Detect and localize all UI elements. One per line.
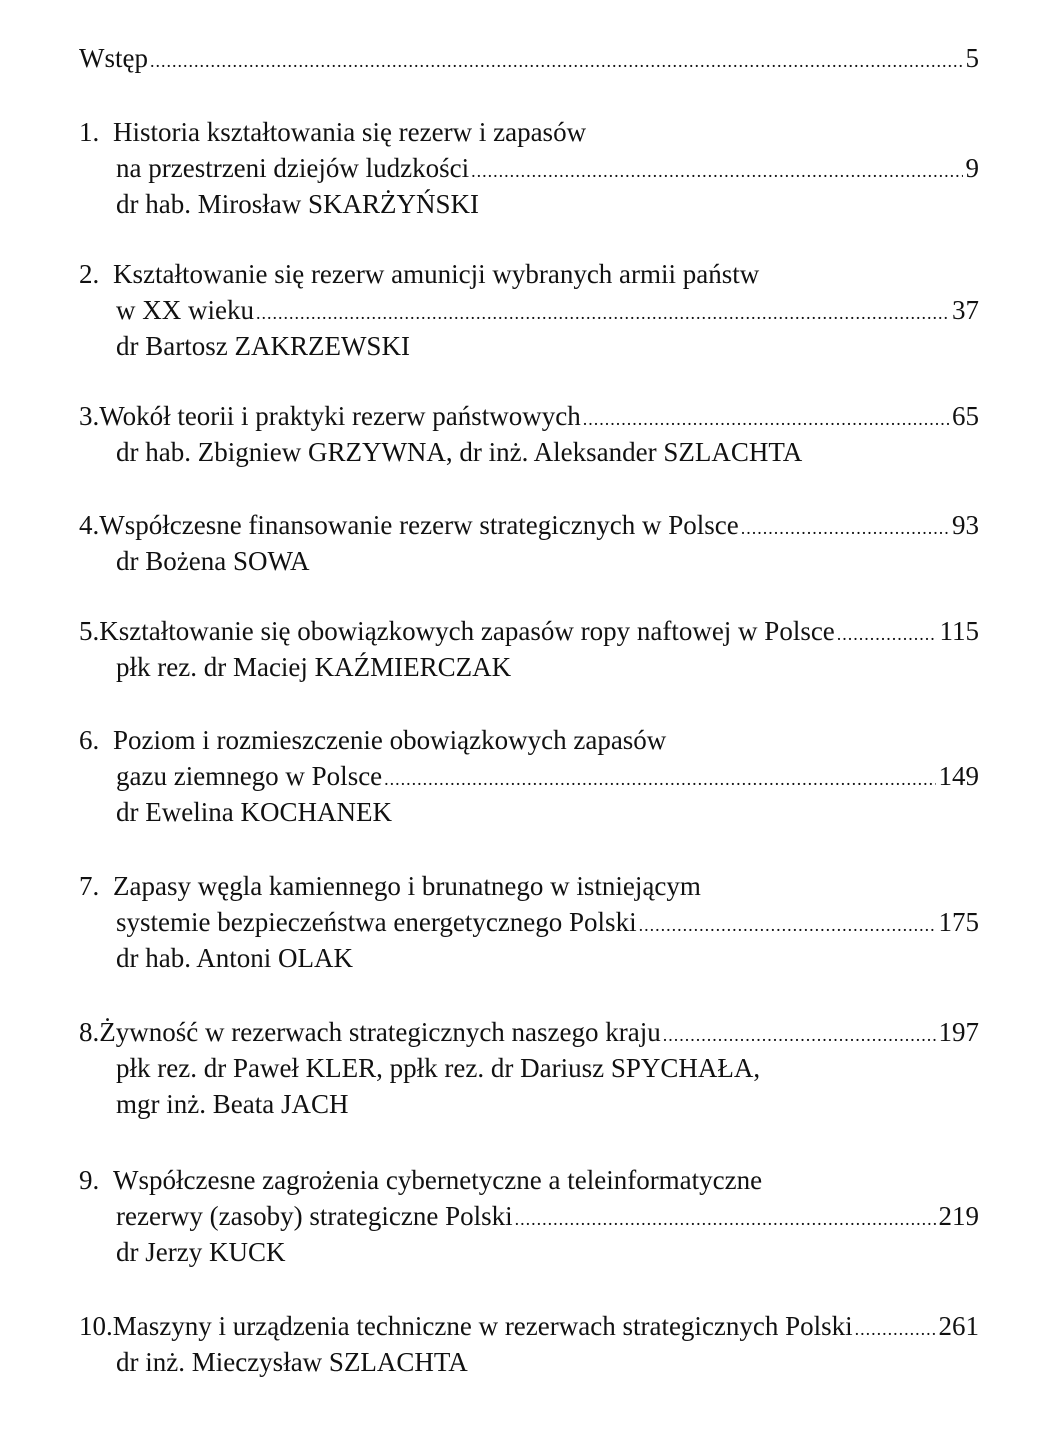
toc-entry-author: płk rez. dr Paweł KLER, ppłk rez. dr Dariusz SPYCHAŁA, [116,1053,761,1083]
toc-page-number: 93 [952,510,979,540]
dot-leader [855,1311,936,1347]
toc-entry-number: 6. [79,725,100,755]
toc-entry-title: Zapasy węgla kamiennego i brunatnego w istniejącym [113,871,701,901]
toc-entry-author: dr Bartosz ZAKRZEWSKI [116,331,410,361]
toc-entry-1-line2 [116,150,979,189]
dot-leader [150,43,963,79]
toc-entry-5-line1 [79,613,979,652]
toc-page-number: 149 [938,761,979,791]
toc-page-number: 115 [939,616,979,646]
toc-entry-2-line1 [79,256,839,292]
toc-entry-2-line2 [116,292,979,331]
toc-page-number: 5 [965,43,979,73]
toc-entry-title: Kształtowanie się rezerw amunicji wybranych armii państw [113,259,760,289]
toc-entry-8-line1 [79,1014,979,1053]
toc-entry-author: dr Jerzy KUCK [116,1237,286,1267]
toc-entry-number: 5. [79,616,100,646]
toc-entry-author: płk rez. dr Maciej KAŹMIERCZAK [116,652,512,682]
toc-entry-7-line2 [116,904,979,943]
toc-entry-4-line1 [79,507,979,546]
toc-entry-intro [79,40,979,79]
toc-entry-title-continued: w XX wieku [116,295,254,325]
dot-leader [471,153,962,189]
toc-entry-number: 1. [79,117,100,147]
dot-leader [837,616,937,652]
toc-page-number: 9 [965,153,979,183]
toc-entry-number: 10. [79,1311,113,1341]
toc-entry-title: Wstęp [79,43,148,73]
toc-entry-author: dr Bożena SOWA [116,546,310,576]
toc-entry-9-line2 [116,1198,979,1237]
toc-entry-1-line1 [79,114,639,150]
toc-entry-title: Maszyny i urządzenia techniczne w rezerwach strategicznych Polski [112,1311,853,1341]
toc-entry-author: dr hab. Mirosław SKARŻYŃSKI [116,189,479,219]
toc-entry-number: 3. [79,401,100,431]
toc-entry-title: Współczesne finansowanie rezerw strategicznych w Polsce [99,510,739,540]
toc-entry-author: dr hab. Zbigniew GRZYWNA, dr inż. Aleksander SZLACHTA [116,437,803,467]
toc-entry-author: dr Ewelina KOCHANEK [116,797,392,827]
toc-entry-number: 7. [79,871,100,901]
dot-leader [663,1017,936,1053]
toc-entry-author: dr inż. Mieczysław SZLACHTA [116,1347,468,1377]
toc-entry-number: 9. [79,1165,100,1195]
toc-entry-number: 2. [79,259,100,289]
toc-entry-7-line1 [79,868,839,904]
toc-page-number: 65 [952,401,979,431]
toc-entry-title: Wokół teorii i praktyki rezerw państwowych [99,401,581,431]
toc-entry-title-continued: gazu ziemnego w Polsce [116,761,383,791]
toc-page-number: 175 [938,907,979,937]
toc-entry-number: 8. [79,1017,100,1047]
toc-page-number: 37 [952,295,979,325]
dot-leader [639,907,936,943]
toc-entry-title: Poziom i rozmieszczenie obowiązkowych zapasów [113,725,667,755]
dot-leader [384,761,935,797]
toc-entry-9-line1 [79,1162,839,1198]
toc-entry-title-continued: na przestrzeni dziejów ludzkości [116,153,470,183]
toc-entry-3-line1 [79,398,979,437]
toc-page-number: 261 [938,1311,979,1341]
dot-leader [583,401,949,437]
toc-page-number: 197 [938,1017,979,1047]
toc-entry-6-line1 [79,722,779,758]
dot-leader [515,1201,936,1237]
dot-leader [741,510,949,546]
toc-entry-title: Żywność w rezerwach strategicznych naszego kraju [99,1017,661,1047]
toc-entry-title: Współczesne zagrożenia cybernetyczne a teleinformatyczne [113,1165,763,1195]
toc-entry-title: Kształtowanie się obowiązkowych zapasów ropy naftowej w Polsce [99,616,835,646]
toc-entry-number: 4. [79,510,100,540]
toc-entry-author: mgr inż. Beata JACH [116,1089,349,1119]
toc-page-number: 219 [938,1201,979,1231]
toc-entry-title-continued: systemie bezpieczeństwa energetycznego Polski [116,907,637,937]
toc-entry-author: dr hab. Antoni OLAK [116,943,353,973]
dot-leader [256,295,949,331]
toc-entry-6-line2 [116,758,979,797]
toc-entry-10-line1 [79,1308,979,1347]
toc-entry-title-continued: rezerwy (zasoby) strategiczne Polski [116,1201,513,1231]
toc-entry-title: Historia kształtowania się rezerw i zapasów [113,117,587,147]
